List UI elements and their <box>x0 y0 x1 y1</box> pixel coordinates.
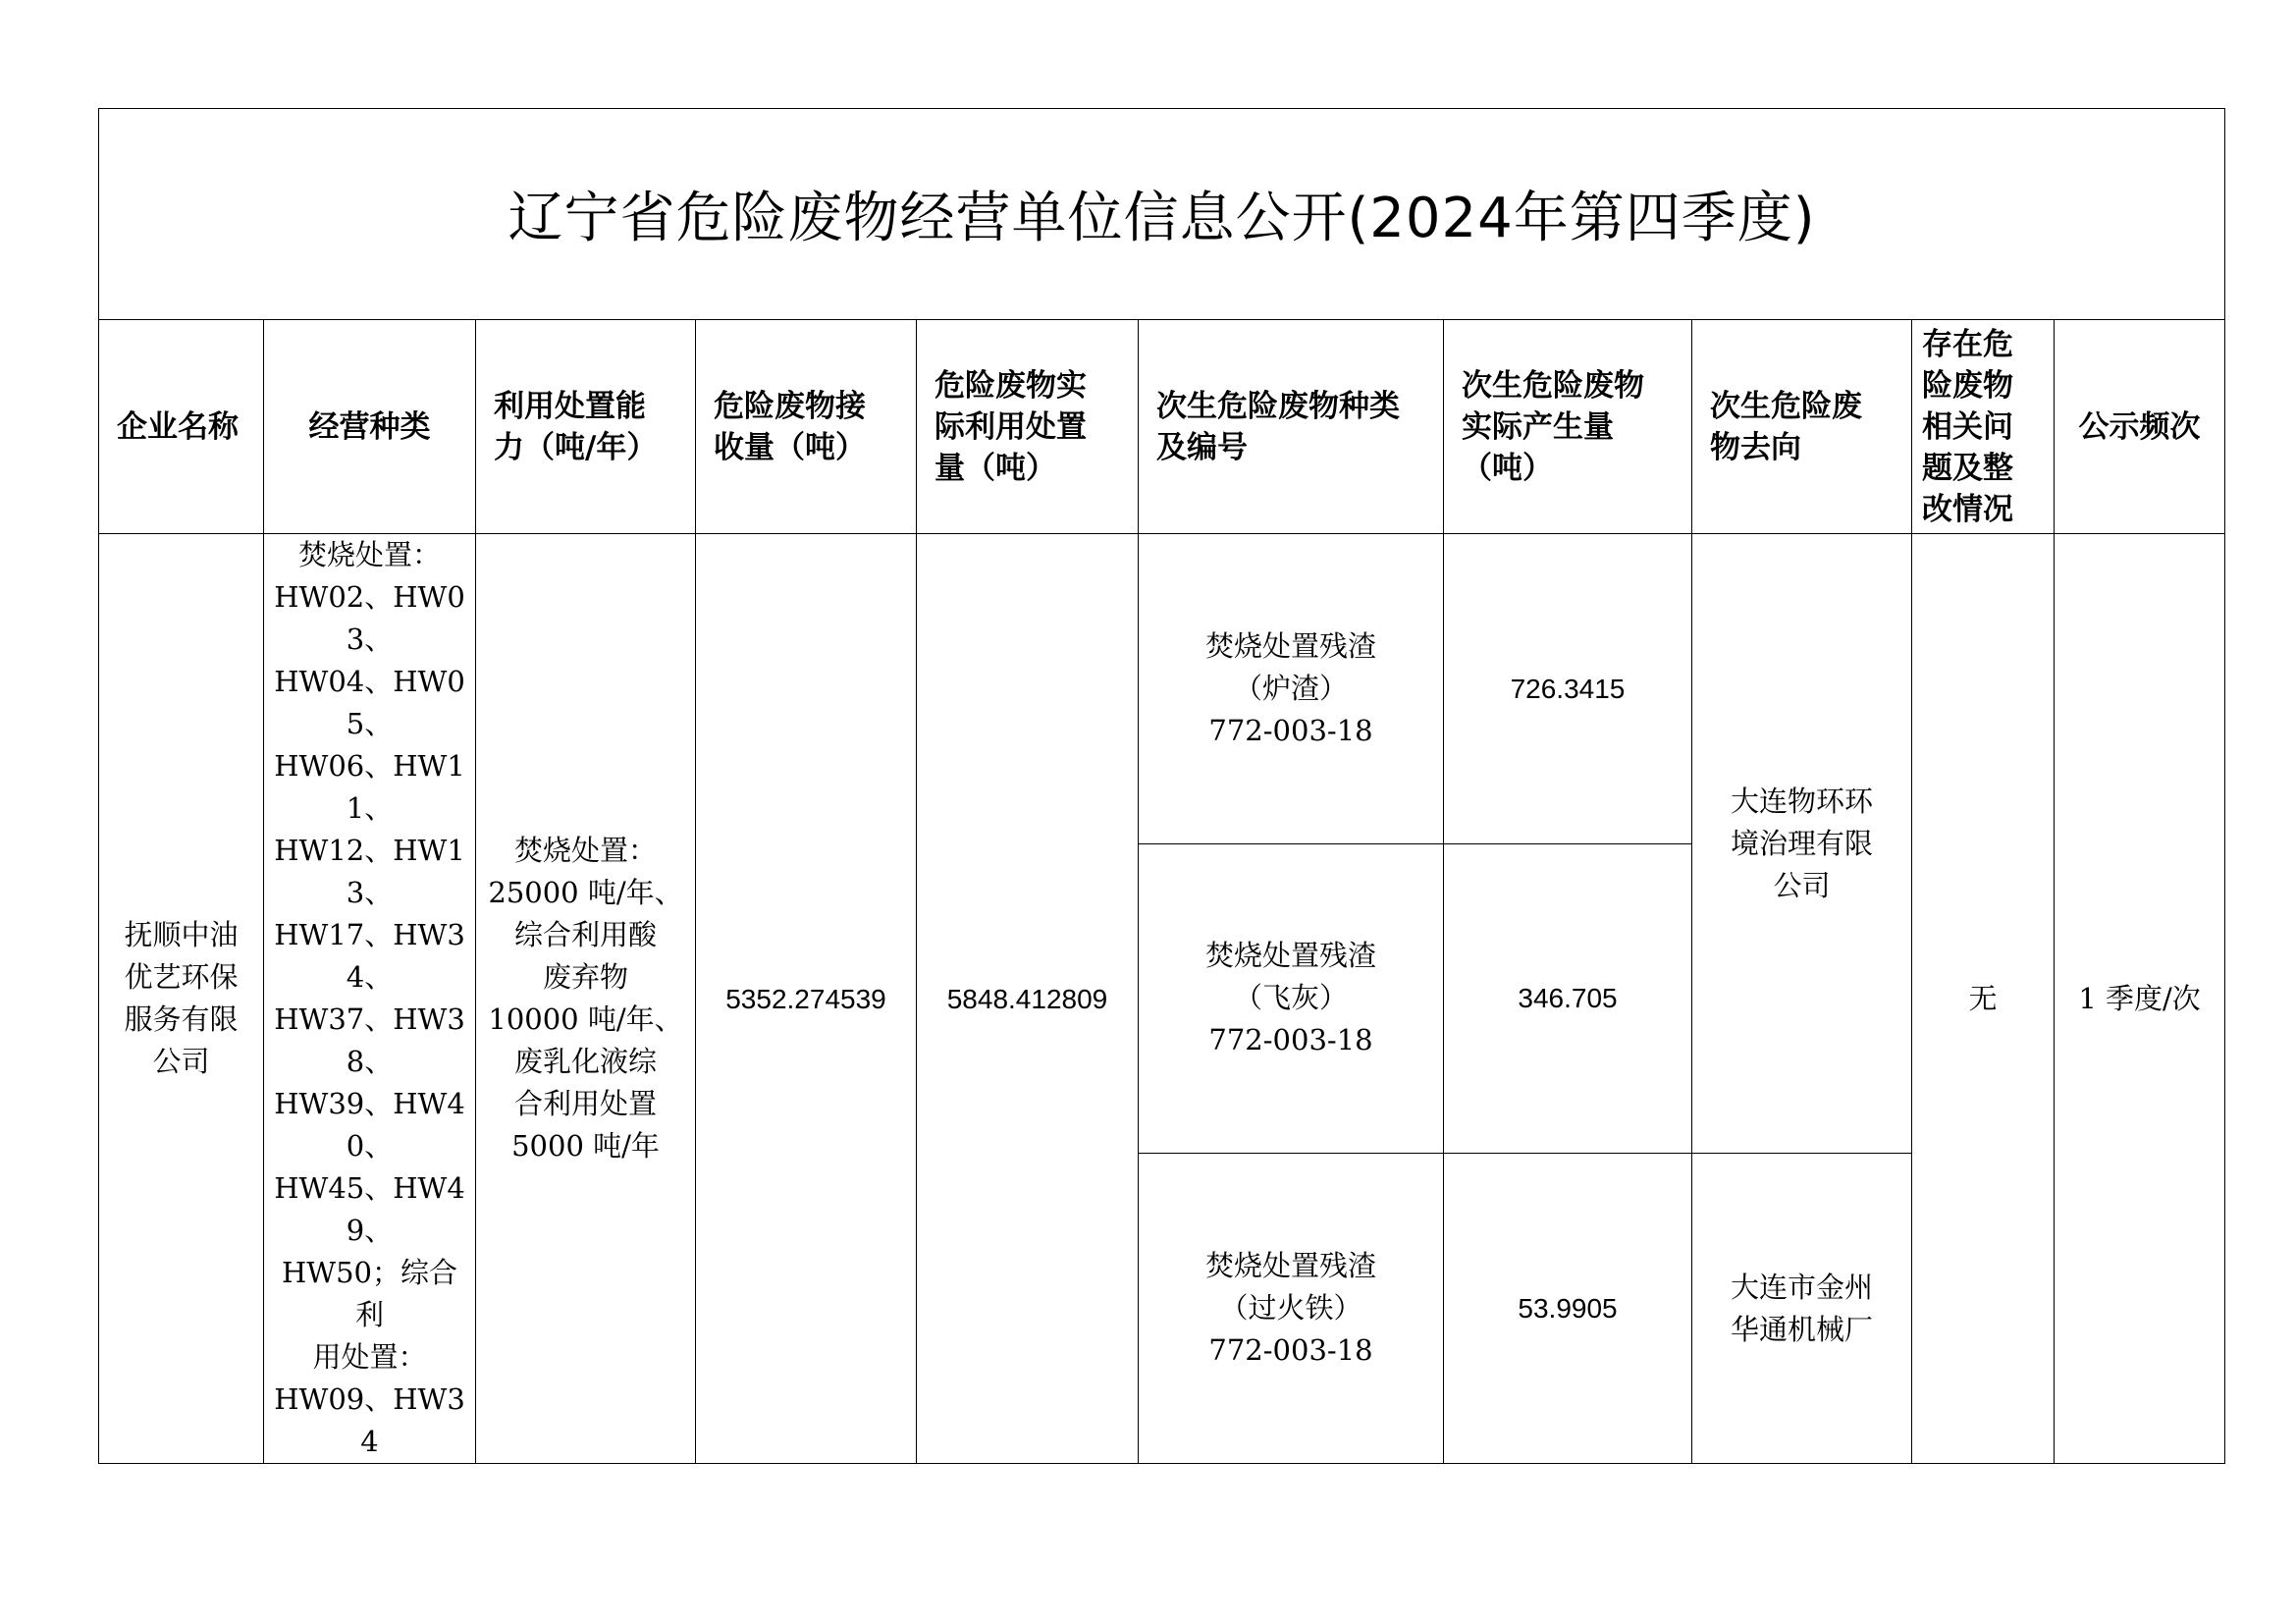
table-row <box>99 534 2225 844</box>
header-row <box>99 320 2225 534</box>
header-received: 危险废物接 收量（吨） <box>696 320 917 534</box>
secondary-destination: 大连物环环 境治理有限 公司 <box>1692 534 1912 1154</box>
header-company: 企业名称 <box>99 320 264 534</box>
secondary-type: 焚烧处置残渣 （飞灰） 772-003-18 <box>1139 843 1444 1154</box>
header-secondary-amount: 次生危险废物 实际产生量 （吨） <box>1444 320 1692 534</box>
page-title: 辽宁省危险废物经营单位信息公开(2024年第四季度) <box>99 109 2225 320</box>
issues-status: 无 <box>1912 534 2055 1464</box>
disclosure-frequency: 1 季度/次 <box>2055 534 2225 1464</box>
header-category: 经营种类 <box>264 320 476 534</box>
disposal-capacity: 焚烧处置： 25000 吨/年、 综合利用酸 废弃物 10000 吨/年、 废乳化液综 合利用处置 5000 吨/年 <box>476 534 696 1464</box>
received-amount: 5352.274539 <box>696 534 917 1464</box>
company-name: 抚顺中油 优艺环保 服务有限 公司 <box>99 534 264 1464</box>
actual-disposal-amount: 5848.412809 <box>917 534 1139 1464</box>
secondary-type: 焚烧处置残渣 （过火铁） 772-003-18 <box>1139 1154 1444 1464</box>
disclosure-table <box>98 108 2225 1464</box>
secondary-amount: 346.705 <box>1444 843 1692 1154</box>
secondary-type: 焚烧处置残渣 （炉渣） 772-003-18 <box>1139 534 1444 844</box>
operation-category: 焚烧处置： HW02、HW03、 HW04、HW05、 HW06、HW11、 HW12、HW13、 HW17、HW34、 HW37、HW38、 HW39、HW40、 HW45、HW49、 HW50；综合利 用处置： HW09、HW34 <box>264 534 476 1464</box>
secondary-amount: 726.3415 <box>1444 534 1692 844</box>
header-secondary-destination: 次生危险废 物去向 <box>1692 320 1912 534</box>
header-frequency: 公示频次 <box>2055 320 2225 534</box>
header-issues: 存在危 险废物 相关问 题及整 改情况 <box>1912 320 2055 534</box>
header-capacity: 利用处置能 力（吨/年） <box>476 320 696 534</box>
header-secondary-type: 次生危险废物种类 及编号 <box>1139 320 1444 534</box>
secondary-destination: 大连市金州 华通机械厂 <box>1692 1154 1912 1464</box>
secondary-amount: 53.9905 <box>1444 1154 1692 1464</box>
header-actual-disposal: 危险废物实 际利用处置 量（吨） <box>917 320 1139 534</box>
